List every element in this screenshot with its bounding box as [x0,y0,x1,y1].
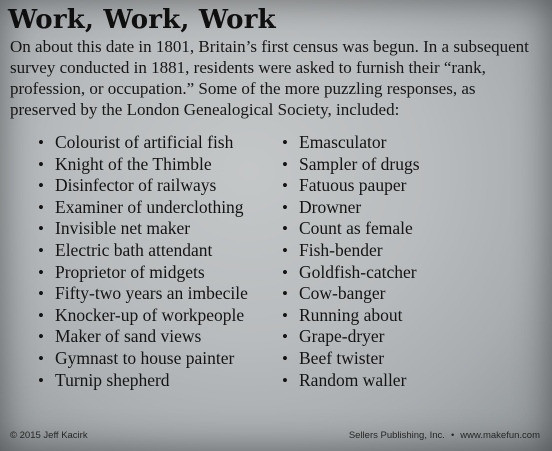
bullet-icon: • [38,284,44,304]
bullet-icon: • [38,197,44,217]
list-item [38,326,278,348]
bullet-icon: • [282,262,288,282]
list-item [282,132,512,154]
bullet-icon: • [282,284,288,304]
bullet-icon: • [38,305,44,325]
publisher-name: Sellers Publishing, Inc. [348,430,445,441]
list-item [38,132,278,154]
list-item [282,197,512,219]
publisher-credit [349,430,540,441]
list-item [38,283,278,305]
list-item [38,305,278,327]
list-item [38,175,278,197]
occupation-label: Sampler of drugs [299,153,420,174]
bullet-icon: • [282,133,288,152]
occupation-label: Invisible net maker [55,218,191,239]
bullet-icon: • [282,327,288,347]
occupation-label: Count as female [299,218,413,239]
occupation-label: Cow-banger [299,283,386,304]
occupation-label: Drowner [299,196,362,217]
intro-paragraph: On about this date in 1801, Britain’s first census was begun. In a subsequent survey conducted in 1881, residents were asked to furnish their “rank, profession, or occupation.” Some of the more puzzling responses, as preserved by the London Genealogical Society, included: [10,37,529,119]
bullet-icon: • [38,262,44,282]
list-item [282,370,512,392]
bullet-icon: • [282,348,288,368]
bullet-icon: • [38,348,44,368]
occupation-label: Goldfish-catcher [299,261,417,282]
list-item [282,262,512,284]
list-item [38,262,278,284]
occupation-label: Random waller [299,369,407,390]
list-item [282,348,512,370]
occupation-label: Examiner of underclothing [55,196,244,217]
occupation-label: Electric bath attendant [55,239,213,260]
list-item [38,240,278,262]
list-item [282,154,512,176]
list-item [282,175,512,197]
occupation-list-left [38,132,278,391]
bullet-icon: • [38,133,44,152]
occupation-label: Colourist of artificial fish [55,132,234,152]
bullet-icon: • [282,370,288,390]
list-item [282,240,512,262]
occupation-label: Emasculator [299,132,387,152]
page-title: Work, Work, Work [8,5,276,35]
list-item [282,218,512,240]
list-item [38,197,278,219]
bullet-icon: • [282,219,288,239]
occupation-label: Disinfector of railways [55,175,217,196]
occupation-label: Running about [299,304,403,325]
bullet-icon: • [38,370,44,390]
list-item [38,370,278,392]
bullet-icon: • [38,176,44,196]
list-item [38,154,278,176]
list-item [282,305,512,327]
bullet-icon: • [38,240,44,260]
bullet-icon: • [282,305,288,325]
website-link: www.makefun.com [460,430,540,441]
occupation-label: Maker of sand views [55,326,202,347]
bullet-icon: • [38,154,44,174]
occupation-label: Knight of the Thimble [55,153,212,174]
list-item [282,283,512,305]
bullet-icon: • [282,197,288,217]
bullet-icon: • [282,154,288,174]
separator-dot: • [450,430,455,441]
copyright-notice: © 2015 Jeff Kacirk [10,430,88,441]
bullet-icon: • [38,327,44,347]
occupation-label: Knocker-up of workpeople [55,304,245,325]
occupation-label: Turnip shepherd [55,369,170,390]
occupation-label: Fatuous pauper [299,175,407,196]
occupation-list-right [282,132,512,391]
bullet-icon: • [282,176,288,196]
bullet-icon: • [282,240,288,260]
list-item [38,218,278,240]
occupation-label: Proprietor of midgets [55,261,205,282]
bullet-icon: • [38,219,44,239]
occupation-label: Beef twister [299,347,385,368]
occupation-label: Gymnast to house painter [55,347,235,368]
list-item [282,326,512,348]
occupation-label: Fish-bender [299,239,383,260]
list-item [38,348,278,370]
occupation-label: Grape-dryer [299,326,385,347]
occupation-label: Fifty-two years an imbecile [55,283,248,304]
